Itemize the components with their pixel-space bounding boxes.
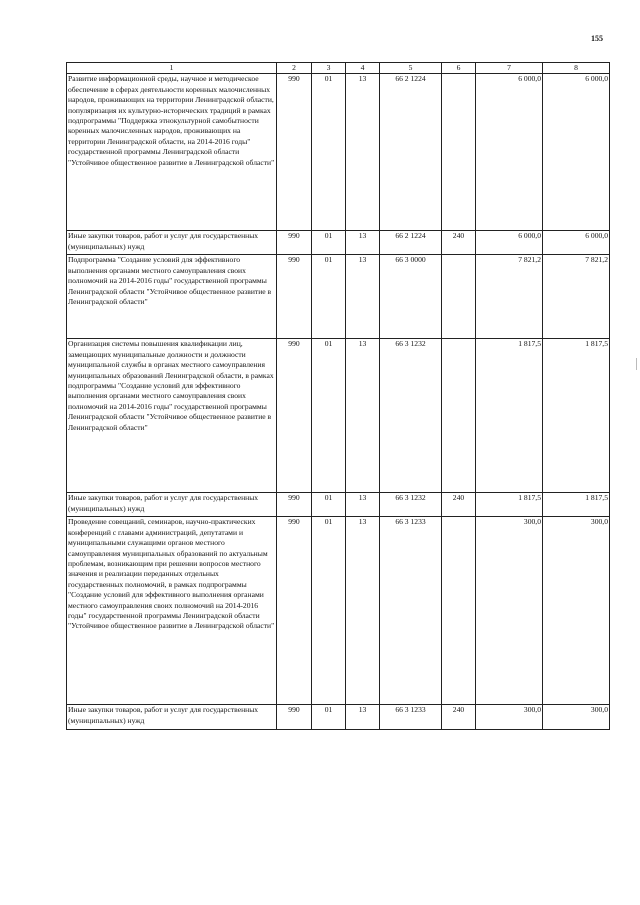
column-header: 5 — [380, 63, 442, 74]
row-name: Иные закупки товаров, работ и услуг для государственных (муниципальных) нужд — [67, 231, 277, 255]
cell-amount-col7: 300,0 — [476, 517, 543, 705]
cell-expense-type: 240 — [442, 231, 476, 255]
cell-grbs: 990 — [277, 74, 312, 231]
cell-target-article: 66 3 1233 — [380, 517, 442, 705]
cell-grbs: 990 — [277, 255, 312, 339]
cell-amount-col8: 300,0 — [543, 517, 610, 705]
column-header: 8 — [543, 63, 610, 74]
cell-section: 01 — [312, 493, 346, 517]
cell-subsection: 13 — [346, 493, 380, 517]
cell-amount-col7: 6 000,0 — [476, 231, 543, 255]
cell-target-article: 66 2 1224 — [380, 74, 442, 231]
table-row — [67, 705, 610, 730]
row-name: Подпрограмма "Создание условий для эффективного выполнения органами местного самоуправления своих полномочий на 2014-2016 годы" государственной программы Ленинградской области "Устойчивое общественное развитие в Ленинградской области" — [67, 255, 277, 339]
budget-table — [66, 62, 610, 730]
scan-artifact-line — [636, 358, 637, 370]
cell-grbs: 990 — [277, 517, 312, 705]
column-header: 3 — [312, 63, 346, 74]
cell-section: 01 — [312, 74, 346, 231]
cell-amount-col7: 1 817,5 — [476, 493, 543, 517]
cell-target-article: 66 2 1224 — [380, 231, 442, 255]
cell-section: 01 — [312, 517, 346, 705]
table-row — [67, 231, 610, 255]
row-name: Организация системы повышения квалификации лиц, замещающих муниципальные должности и должности муниципальной службы в органах местного самоуправления муниципальных образований Ленинградской области, в рамках подпрограммы "Создание условий для эффективного выполнения органами местного самоуправления своих полномочий на 2014-2016 годы" государственной программы Ленинградской области "Устойчивое общественное развитие в Ленинградской области" — [67, 339, 277, 493]
cell-target-article: 66 3 1233 — [380, 705, 442, 730]
cell-amount-col7: 300,0 — [476, 705, 543, 730]
cell-amount-col8: 7 821,2 — [543, 255, 610, 339]
cell-amount-col8: 6 000,0 — [543, 74, 610, 231]
cell-subsection: 13 — [346, 255, 380, 339]
page-number: 155 — [591, 34, 603, 43]
cell-expense-type — [442, 517, 476, 705]
cell-grbs: 990 — [277, 493, 312, 517]
cell-expense-type — [442, 255, 476, 339]
table-row — [67, 255, 610, 339]
row-name: Проведение совещаний, семинаров, научно-практических конференций с главами администраций, депутатами и муниципальными служащими органов местного самоуправления муниципальных образований по актуальным проблемам, возникающим при решении вопросов местного значения и реализации переданных отдельных государственных полномочий, в рамках подпрограммы "Создание условий для эффективного выполнения органами местного самоуправления своих полномочий на 2014-2016 годы" государственной программы Ленинградской области "Устойчивое общественное развитие в Ленинградской области" — [67, 517, 277, 705]
cell-amount-col7: 6 000,0 — [476, 74, 543, 231]
row-name: Иные закупки товаров, работ и услуг для государственных (муниципальных) нужд — [67, 493, 277, 517]
row-name: Развитие информационной среды, научное и методическое обеспечение в сферах деятельности коренных малочисленных народов, проживающих на территории Ленинградской области, популяризация их культурно-исторических традиций в рамках подпрограммы "Поддержка этнокультурной самобытности коренных малочисленных народов, проживающих на территории Ленинградской области, на 2014-2016 годы" государственной программы Ленинградской области "Устойчивое общественное развитие в Ленинградской области" — [67, 74, 277, 231]
cell-subsection: 13 — [346, 705, 380, 730]
table-row — [67, 517, 610, 705]
cell-expense-type — [442, 339, 476, 493]
cell-section: 01 — [312, 231, 346, 255]
cell-subsection: 13 — [346, 231, 380, 255]
cell-amount-col8: 1 817,5 — [543, 493, 610, 517]
cell-amount-col7: 1 817,5 — [476, 339, 543, 493]
cell-target-article: 66 3 0000 — [380, 255, 442, 339]
cell-amount-col8: 6 000,0 — [543, 231, 610, 255]
column-header: 6 — [442, 63, 476, 74]
table-header-row — [67, 63, 610, 74]
cell-target-article: 66 3 1232 — [380, 339, 442, 493]
column-header: 1 — [67, 63, 277, 74]
cell-expense-type: 240 — [442, 493, 476, 517]
table-row — [67, 74, 610, 231]
column-header: 7 — [476, 63, 543, 74]
column-header: 4 — [346, 63, 380, 74]
cell-expense-type — [442, 74, 476, 231]
cell-grbs: 990 — [277, 231, 312, 255]
cell-subsection: 13 — [346, 74, 380, 231]
row-name: Иные закупки товаров, работ и услуг для государственных (муниципальных) нужд — [67, 705, 277, 730]
cell-amount-col8: 1 817,5 — [543, 339, 610, 493]
cell-section: 01 — [312, 705, 346, 730]
cell-amount-col7: 7 821,2 — [476, 255, 543, 339]
table-row — [67, 339, 610, 493]
cell-section: 01 — [312, 339, 346, 493]
cell-grbs: 990 — [277, 705, 312, 730]
cell-subsection: 13 — [346, 339, 380, 493]
cell-subsection: 13 — [346, 517, 380, 705]
cell-grbs: 990 — [277, 339, 312, 493]
table-row — [67, 493, 610, 517]
cell-expense-type: 240 — [442, 705, 476, 730]
cell-target-article: 66 3 1232 — [380, 493, 442, 517]
cell-amount-col8: 300,0 — [543, 705, 610, 730]
column-header: 2 — [277, 63, 312, 74]
cell-section: 01 — [312, 255, 346, 339]
